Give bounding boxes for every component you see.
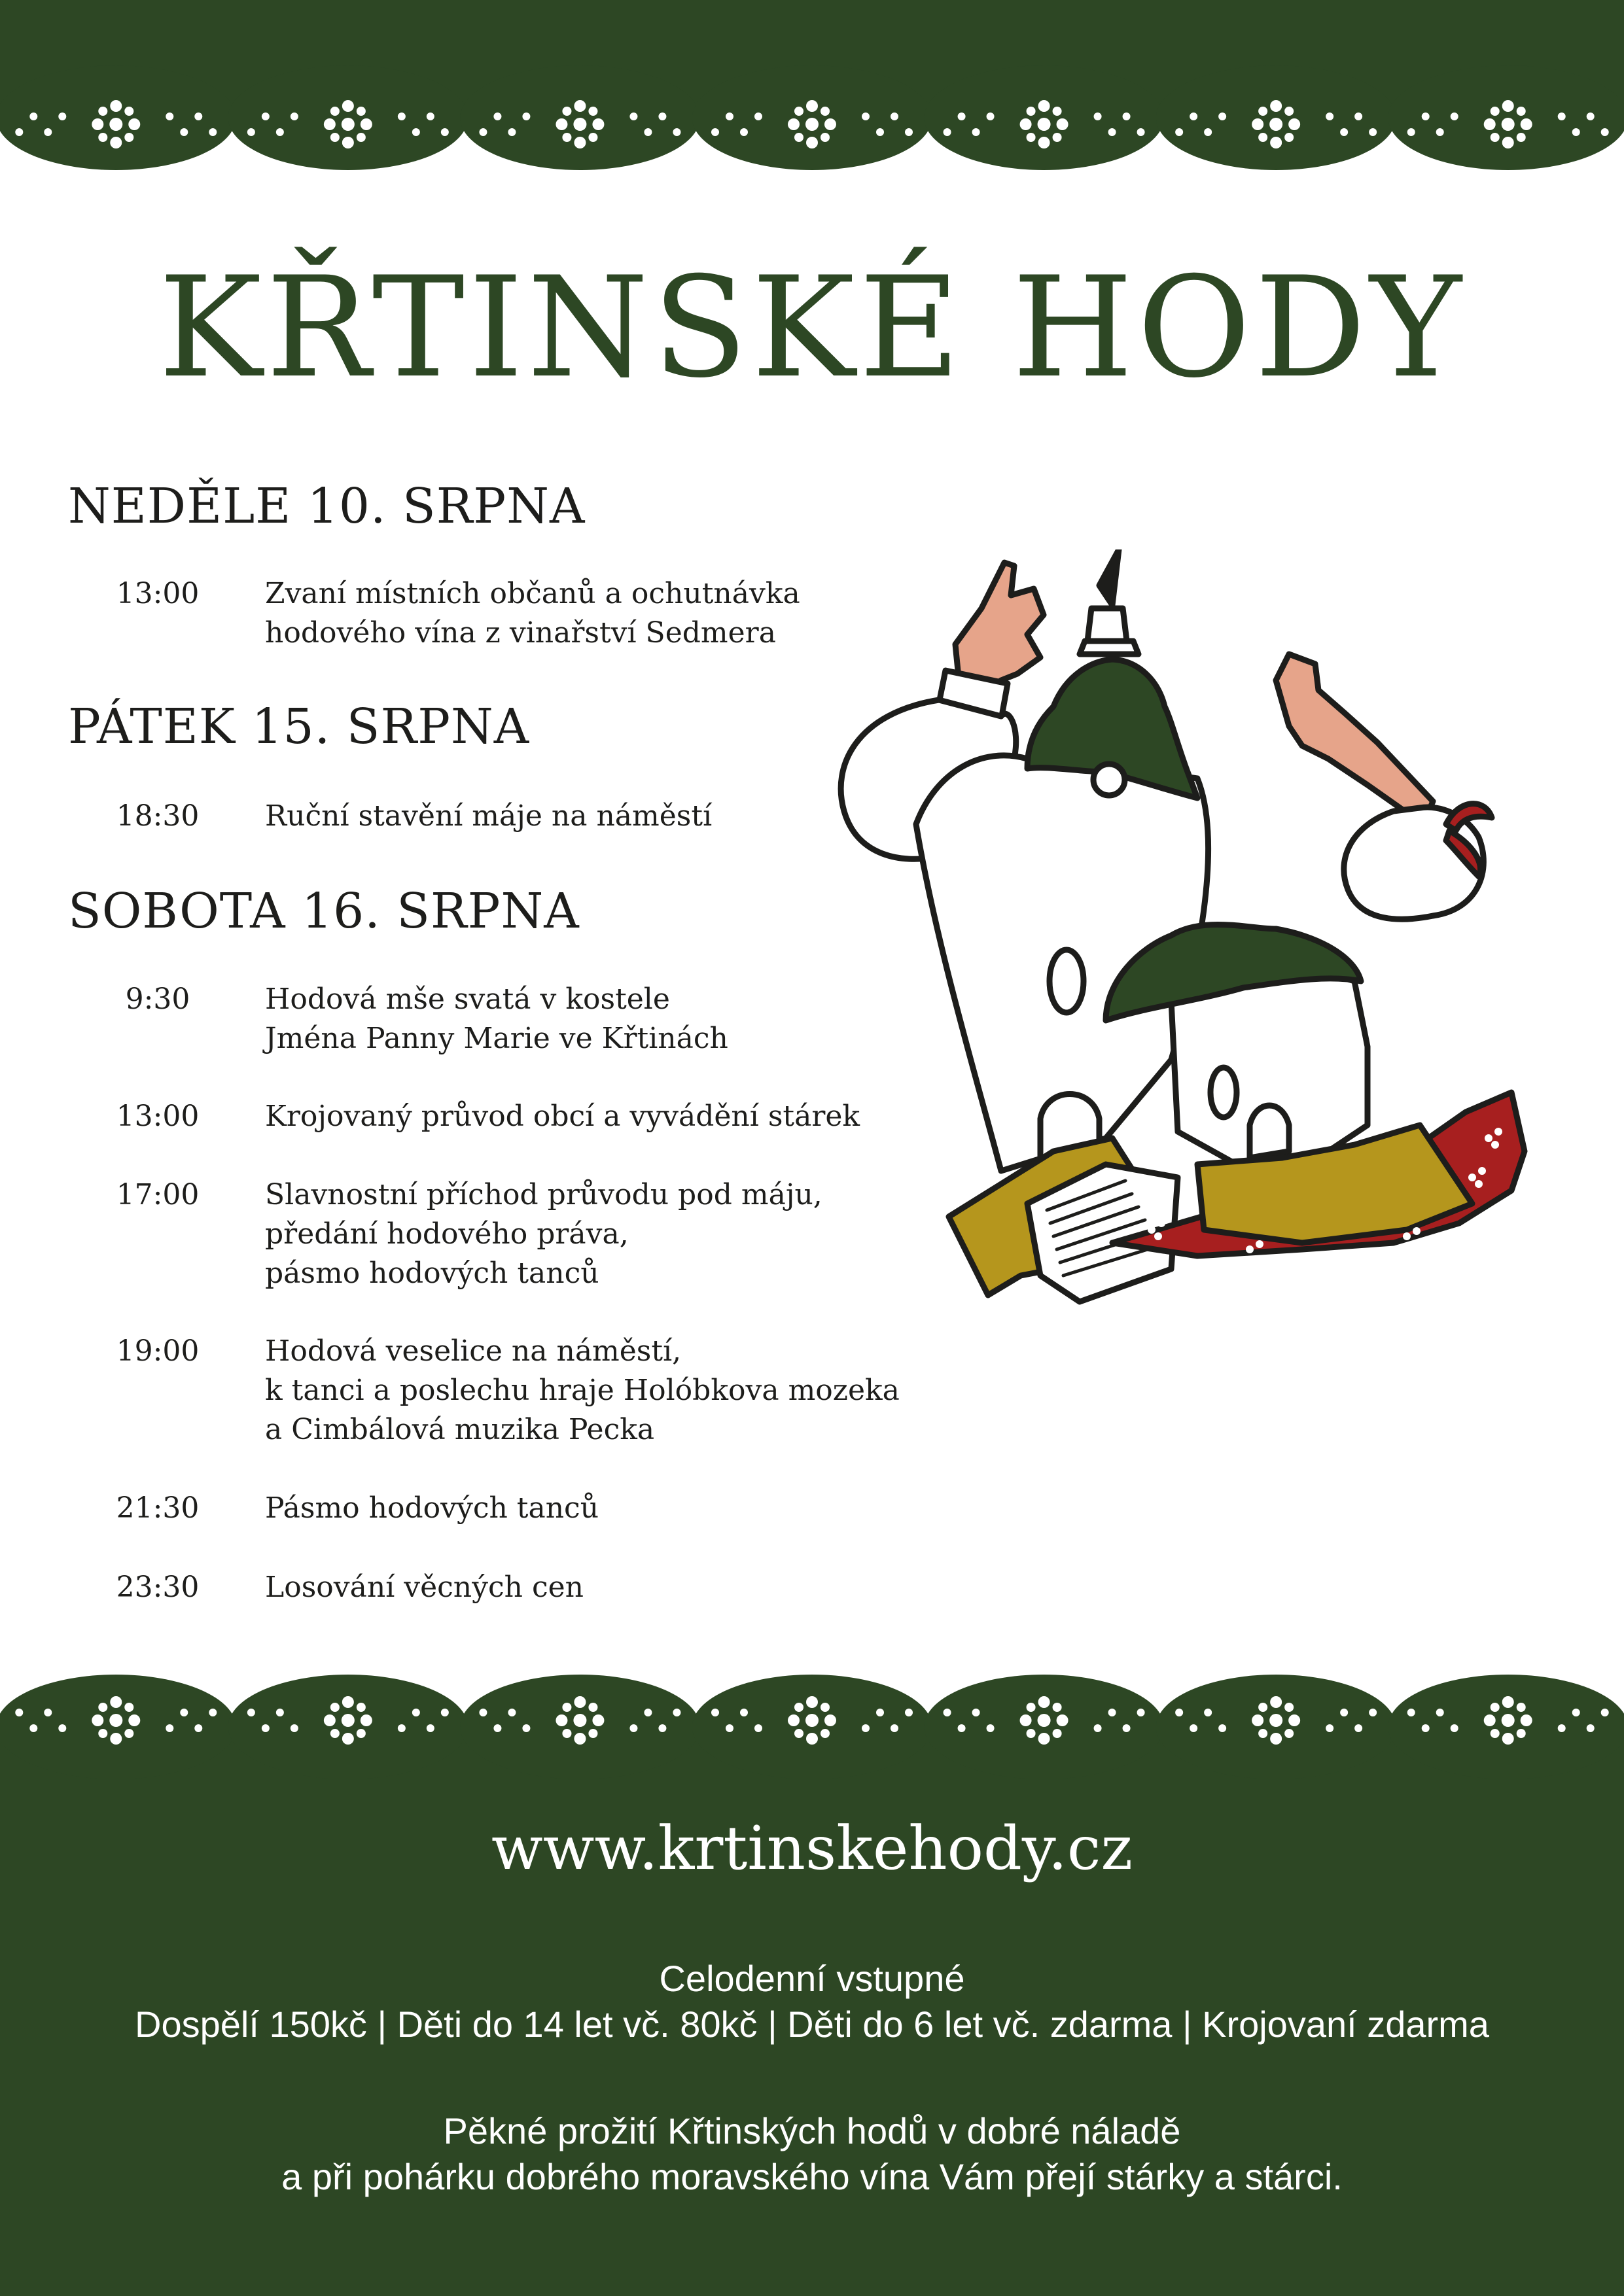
- lace-dot: [1502, 1714, 1515, 1727]
- lace-dot: [1108, 1709, 1116, 1716]
- lace-dot: [824, 1714, 836, 1726]
- lace-dot: [1587, 113, 1595, 120]
- lace-dot: [1407, 128, 1415, 136]
- lace-dot: [658, 113, 666, 120]
- lace-dot: [1270, 1696, 1282, 1708]
- lace-dot: [821, 1729, 830, 1738]
- lace-dot: [357, 133, 366, 142]
- lace-dot: [1502, 118, 1515, 131]
- lace-dot: [1137, 1709, 1145, 1716]
- lace-dot: [972, 1709, 980, 1716]
- lace-dot: [209, 128, 217, 136]
- lace-dot: [1252, 118, 1263, 130]
- lace-dot: [562, 1703, 571, 1712]
- lace-dot: [324, 118, 336, 130]
- lace-dot: [562, 1729, 571, 1738]
- lace-dot: [958, 1724, 966, 1732]
- lace-dot: [905, 128, 913, 136]
- event-time: 13:00: [116, 577, 200, 610]
- lace-dot: [821, 107, 830, 116]
- lace-dot: [98, 133, 107, 142]
- lace-dot: [124, 1729, 133, 1738]
- lace-dot: [58, 1724, 66, 1732]
- lace-dot: [1053, 133, 1062, 142]
- lace-dot: [987, 113, 995, 120]
- lace-dot: [1123, 113, 1131, 120]
- event-description: Losování věcných cen: [265, 1571, 584, 1604]
- lace-dot: [15, 1709, 23, 1716]
- lace-dot: [1053, 1703, 1062, 1712]
- lace-dot: [740, 128, 748, 136]
- lace-dot: [1521, 1714, 1532, 1726]
- lace-dot: [128, 1714, 140, 1726]
- lace-dot: [479, 1709, 487, 1716]
- lace-dot: [944, 1709, 951, 1716]
- lace-dot: [44, 128, 52, 136]
- lace-border-bottom: [0, 1648, 1624, 1779]
- lace-dot: [862, 1724, 870, 1732]
- lace-dot: [944, 128, 951, 136]
- lace-dot: [1190, 1724, 1197, 1732]
- lace-dot: [262, 1724, 270, 1732]
- wish-line-2: a při pohárku dobrého moravského vína Vám přejí stárky a stárci.: [281, 2156, 1343, 2197]
- lace-dot: [330, 1703, 340, 1712]
- lace-dot: [821, 1703, 830, 1712]
- lace-dot: [1027, 1729, 1036, 1738]
- lace-dot: [1175, 128, 1183, 136]
- event-time: 23:30: [116, 1571, 200, 1604]
- lace-dot: [1288, 118, 1300, 130]
- lace-dot: [754, 113, 762, 120]
- lace-dot: [574, 137, 586, 148]
- website-link[interactable]: www.krtinskehody.cz: [491, 1813, 1133, 1883]
- lace-dot: [1491, 107, 1500, 116]
- lace-dot: [357, 1703, 366, 1712]
- lace-dot: [1027, 1703, 1036, 1712]
- lace-dot: [98, 107, 107, 116]
- lace-dot: [1601, 128, 1609, 136]
- lace-dot: [330, 1729, 340, 1738]
- lace-dot: [92, 118, 103, 130]
- lace-dot: [1258, 1703, 1267, 1712]
- day-heading-sunday: NEDĚLE 10. SRPNA: [68, 478, 586, 534]
- lace-dot: [1270, 137, 1282, 148]
- lace-dot: [357, 1729, 366, 1738]
- lace-dot: [128, 118, 140, 130]
- lace-dot: [1491, 133, 1500, 142]
- lace-dot: [592, 1714, 604, 1726]
- lace-dot: [124, 107, 133, 116]
- lace-dot: [398, 113, 406, 120]
- lace-dot: [194, 113, 202, 120]
- lace-dot: [1269, 118, 1282, 131]
- lace-dot: [754, 1724, 762, 1732]
- lace-dot: [357, 107, 366, 116]
- lace-dot: [1436, 1709, 1444, 1716]
- lace-dot: [1258, 1729, 1267, 1738]
- lace-dot: [556, 118, 567, 130]
- lace-dot: [1340, 128, 1348, 136]
- lace-dot: [1094, 113, 1102, 120]
- lace-dot: [427, 1724, 434, 1732]
- lace-dot: [29, 1724, 37, 1732]
- lace-dot: [740, 1709, 748, 1716]
- lace-dot: [1038, 118, 1051, 131]
- lace-dot: [644, 1709, 652, 1716]
- lace-dot: [556, 1714, 567, 1726]
- lace-dot: [876, 128, 884, 136]
- day-heading-friday: PÁTEK 15. SRPNA: [68, 699, 530, 755]
- lace-dot: [1270, 1733, 1282, 1745]
- lace-dot: [711, 128, 719, 136]
- lace-dot: [110, 1733, 122, 1745]
- lace-dot: [29, 113, 37, 120]
- lace-dot: [1269, 1714, 1282, 1727]
- lace-dot: [166, 113, 173, 120]
- lace-dot: [427, 113, 434, 120]
- lace-dot: [805, 118, 819, 131]
- lace-dot: [1422, 1724, 1430, 1732]
- lace-dot: [1123, 1724, 1131, 1732]
- lace-dot: [1517, 1703, 1526, 1712]
- lace-dot: [493, 113, 501, 120]
- lace-dot: [1038, 1733, 1050, 1745]
- lace-dot: [342, 118, 355, 131]
- lace-dot: [1190, 113, 1197, 120]
- event-time: 17:00: [116, 1178, 200, 1211]
- lace-dot: [92, 1714, 103, 1726]
- lace-dot: [806, 1733, 818, 1745]
- lace-dot: [821, 133, 830, 142]
- lace-dot: [1502, 100, 1514, 112]
- event-description: Slavnostní příchod průvodu pod máju, předání hodového práva, pásmo hodových tanců: [265, 1178, 822, 1290]
- lace-dot: [1218, 113, 1226, 120]
- lace-dot: [1558, 1724, 1566, 1732]
- lace-dot: [522, 1724, 530, 1732]
- page-title: KŘTINSKÉ HODY: [158, 247, 1466, 408]
- lace-dot: [1027, 107, 1036, 116]
- lace-dot: [644, 128, 652, 136]
- lace-dot: [794, 1729, 803, 1738]
- lace-dot: [361, 118, 372, 130]
- lace-dot: [1258, 133, 1267, 142]
- lace-dot: [180, 128, 188, 136]
- lace-dot: [180, 1709, 188, 1716]
- lace-dot: [324, 1714, 336, 1726]
- lace-dot: [342, 1696, 354, 1708]
- event-description: Hodová mše svatá v kostele Jména Panny Marie ve Křtinách: [265, 983, 728, 1055]
- lace-dot: [1436, 128, 1444, 136]
- lace-dot: [441, 128, 449, 136]
- lace-dot: [574, 100, 586, 112]
- lace-dot: [1491, 1729, 1500, 1738]
- lace-dot: [124, 1703, 133, 1712]
- lace-dot: [788, 118, 800, 130]
- lace-dot: [398, 1724, 406, 1732]
- lace-dot: [806, 1696, 818, 1708]
- lace-dot: [1252, 1714, 1263, 1726]
- lace-dot: [109, 118, 122, 131]
- lace-dot: [1284, 1729, 1294, 1738]
- lace-dot: [1057, 1714, 1068, 1726]
- lace-dot: [573, 118, 586, 131]
- lace-dot: [1038, 100, 1050, 112]
- lace-dot: [588, 1729, 597, 1738]
- lace-dot: [958, 113, 966, 120]
- lace-dot: [562, 107, 571, 116]
- lace-dot: [1175, 1709, 1183, 1716]
- lace-dot: [291, 113, 298, 120]
- lace-dot: [194, 1724, 202, 1732]
- event-time: 9:30: [125, 983, 190, 1016]
- lace-dot: [98, 1703, 107, 1712]
- event-description: Hodová veselice na náměstí, k tanci a poslechu hraje Holóbkova mozeka a Cimbálová muzika Pecka: [265, 1334, 900, 1446]
- lace-dot: [1491, 1703, 1500, 1712]
- lace-dot: [588, 1703, 597, 1712]
- lace-dot: [1326, 113, 1333, 120]
- lace-dot: [1326, 1724, 1333, 1732]
- lace-dot: [1601, 1709, 1609, 1716]
- lace-dot: [574, 1733, 586, 1745]
- lace-dot: [1369, 1709, 1377, 1716]
- lace-dot: [562, 133, 571, 142]
- lace-dot: [1270, 100, 1282, 112]
- lace-dot: [110, 100, 122, 112]
- lace-dot: [1038, 1714, 1051, 1727]
- lace-border-top: [0, 65, 1624, 196]
- lace-dot: [1354, 113, 1362, 120]
- lace-dot: [794, 107, 803, 116]
- lace-dot: [508, 128, 516, 136]
- lace-dot: [588, 107, 597, 116]
- lace-dot: [1284, 107, 1294, 116]
- lace-dot: [1204, 128, 1212, 136]
- lace-dot: [1094, 1724, 1102, 1732]
- event-time: 18:30: [116, 799, 200, 833]
- lace-dot: [588, 133, 597, 142]
- lace-dot: [124, 133, 133, 142]
- event-description: Krojovaný průvod obcí a vyvádění stárek: [265, 1100, 860, 1133]
- lace-dot: [98, 1729, 107, 1738]
- event-description: Ruční stavění máje na náměstí: [265, 799, 713, 833]
- lace-dot: [110, 137, 122, 148]
- lace-dot: [1137, 128, 1145, 136]
- lace-dot: [493, 1724, 501, 1732]
- lace-dot: [905, 1709, 913, 1716]
- lace-dot: [1502, 1733, 1514, 1745]
- lace-dot: [247, 128, 255, 136]
- lace-dot: [1451, 113, 1458, 120]
- lace-dot: [1558, 113, 1566, 120]
- lace-dot: [1572, 1709, 1580, 1716]
- lace-dot: [1517, 107, 1526, 116]
- lace-dot: [806, 137, 818, 148]
- lace-dot: [262, 113, 270, 120]
- wish-line-1: Pěkné prožití Křtinských hodů v dobré náladě: [443, 2110, 1181, 2151]
- lace-dot: [1284, 133, 1294, 142]
- lace-dot: [629, 1724, 637, 1732]
- lace-dot: [109, 1714, 122, 1727]
- lace-dot: [1517, 1729, 1526, 1738]
- lace-dot: [1369, 128, 1377, 136]
- lace-dot: [342, 100, 354, 112]
- lace-dot: [592, 118, 604, 130]
- lace-dot: [891, 1724, 898, 1732]
- lace-dot: [58, 113, 66, 120]
- lace-dot: [276, 128, 284, 136]
- lace-dot: [1288, 1714, 1300, 1726]
- lace-dot: [1020, 1714, 1032, 1726]
- lace-dot: [805, 1714, 819, 1727]
- lace-dot: [1020, 118, 1032, 130]
- lace-dot: [673, 128, 680, 136]
- lace-dot: [1057, 118, 1068, 130]
- lace-dot: [726, 113, 733, 120]
- lace-dot: [330, 133, 340, 142]
- event-description: Zvaní místních občanů a ochutnávka hodového vína z vinařství Sedmera: [265, 577, 800, 650]
- lace-dot: [629, 113, 637, 120]
- lace-dot: [330, 107, 340, 116]
- lace-dot: [1502, 1696, 1514, 1708]
- lace-dot: [574, 1696, 586, 1708]
- lace-dot: [508, 1709, 516, 1716]
- lace-dot: [1484, 1714, 1496, 1726]
- lace-dot: [806, 100, 818, 112]
- lace-dot: [412, 128, 420, 136]
- lace-dot: [1027, 133, 1036, 142]
- lace-dot: [412, 1709, 420, 1716]
- lace-dot: [342, 137, 354, 148]
- lace-dot: [573, 1714, 586, 1727]
- lace-dot: [1521, 118, 1532, 130]
- lace-dot: [794, 1703, 803, 1712]
- lace-dot: [342, 1733, 354, 1745]
- lace-dot: [788, 1714, 800, 1726]
- lace-dot: [276, 1709, 284, 1716]
- lace-dot: [794, 133, 803, 142]
- church-figure-illustration: [831, 549, 1557, 1393]
- lace-dot: [209, 1709, 217, 1716]
- lace-dot: [891, 113, 898, 120]
- lace-dot: [1502, 137, 1514, 148]
- lace-dot: [522, 113, 530, 120]
- event-time: 19:00: [116, 1334, 200, 1368]
- lace-dot: [1517, 133, 1526, 142]
- lace-dot: [1218, 1724, 1226, 1732]
- lace-dot: [673, 1709, 680, 1716]
- lace-dot: [862, 113, 870, 120]
- lace-dot: [479, 128, 487, 136]
- day-heading-saturday: SOBOTA 16. SRPNA: [68, 883, 580, 939]
- lace-dot: [15, 128, 23, 136]
- lace-dot: [1451, 1724, 1458, 1732]
- event-description: Pásmo hodových tanců: [265, 1491, 599, 1525]
- lace-dot: [1354, 1724, 1362, 1732]
- lace-dot: [1204, 1709, 1212, 1716]
- lace-dot: [110, 1696, 122, 1708]
- lace-dot: [711, 1709, 719, 1716]
- lace-dot: [1258, 107, 1267, 116]
- event-time: 21:30: [116, 1491, 200, 1525]
- lace-dot: [658, 1724, 666, 1732]
- event-time: 13:00: [116, 1100, 200, 1133]
- lace-dot: [1284, 1703, 1294, 1712]
- lace-dot: [876, 1709, 884, 1716]
- lace-dot: [726, 1724, 733, 1732]
- lace-dot: [1422, 113, 1430, 120]
- admission-title: Celodenní vstupné: [659, 1958, 965, 1999]
- lace-dot: [1038, 137, 1050, 148]
- lace-dot: [1587, 1724, 1595, 1732]
- lace-dot: [1572, 128, 1580, 136]
- lace-dot: [1053, 1729, 1062, 1738]
- lace-dot: [1340, 1709, 1348, 1716]
- admission-prices: Dospělí 150kč | Děti do 14 let vč. 80kč | Děti do 6 let vč. zdarma | Krojovaní zdarma: [135, 2004, 1489, 2045]
- lace-dot: [1484, 118, 1496, 130]
- lace-dot: [361, 1714, 372, 1726]
- lace-dot: [1053, 107, 1062, 116]
- lace-dot: [291, 1724, 298, 1732]
- lace-dot: [1108, 128, 1116, 136]
- lace-dot: [166, 1724, 173, 1732]
- lace-dot: [44, 1709, 52, 1716]
- lace-dot: [342, 1714, 355, 1727]
- lace-dot: [441, 1709, 449, 1716]
- lace-dot: [247, 1709, 255, 1716]
- lace-dot: [1038, 1696, 1050, 1708]
- lace-dot: [824, 118, 836, 130]
- lace-dot: [987, 1724, 995, 1732]
- lace-dot: [972, 128, 980, 136]
- lace-dot: [1407, 1709, 1415, 1716]
